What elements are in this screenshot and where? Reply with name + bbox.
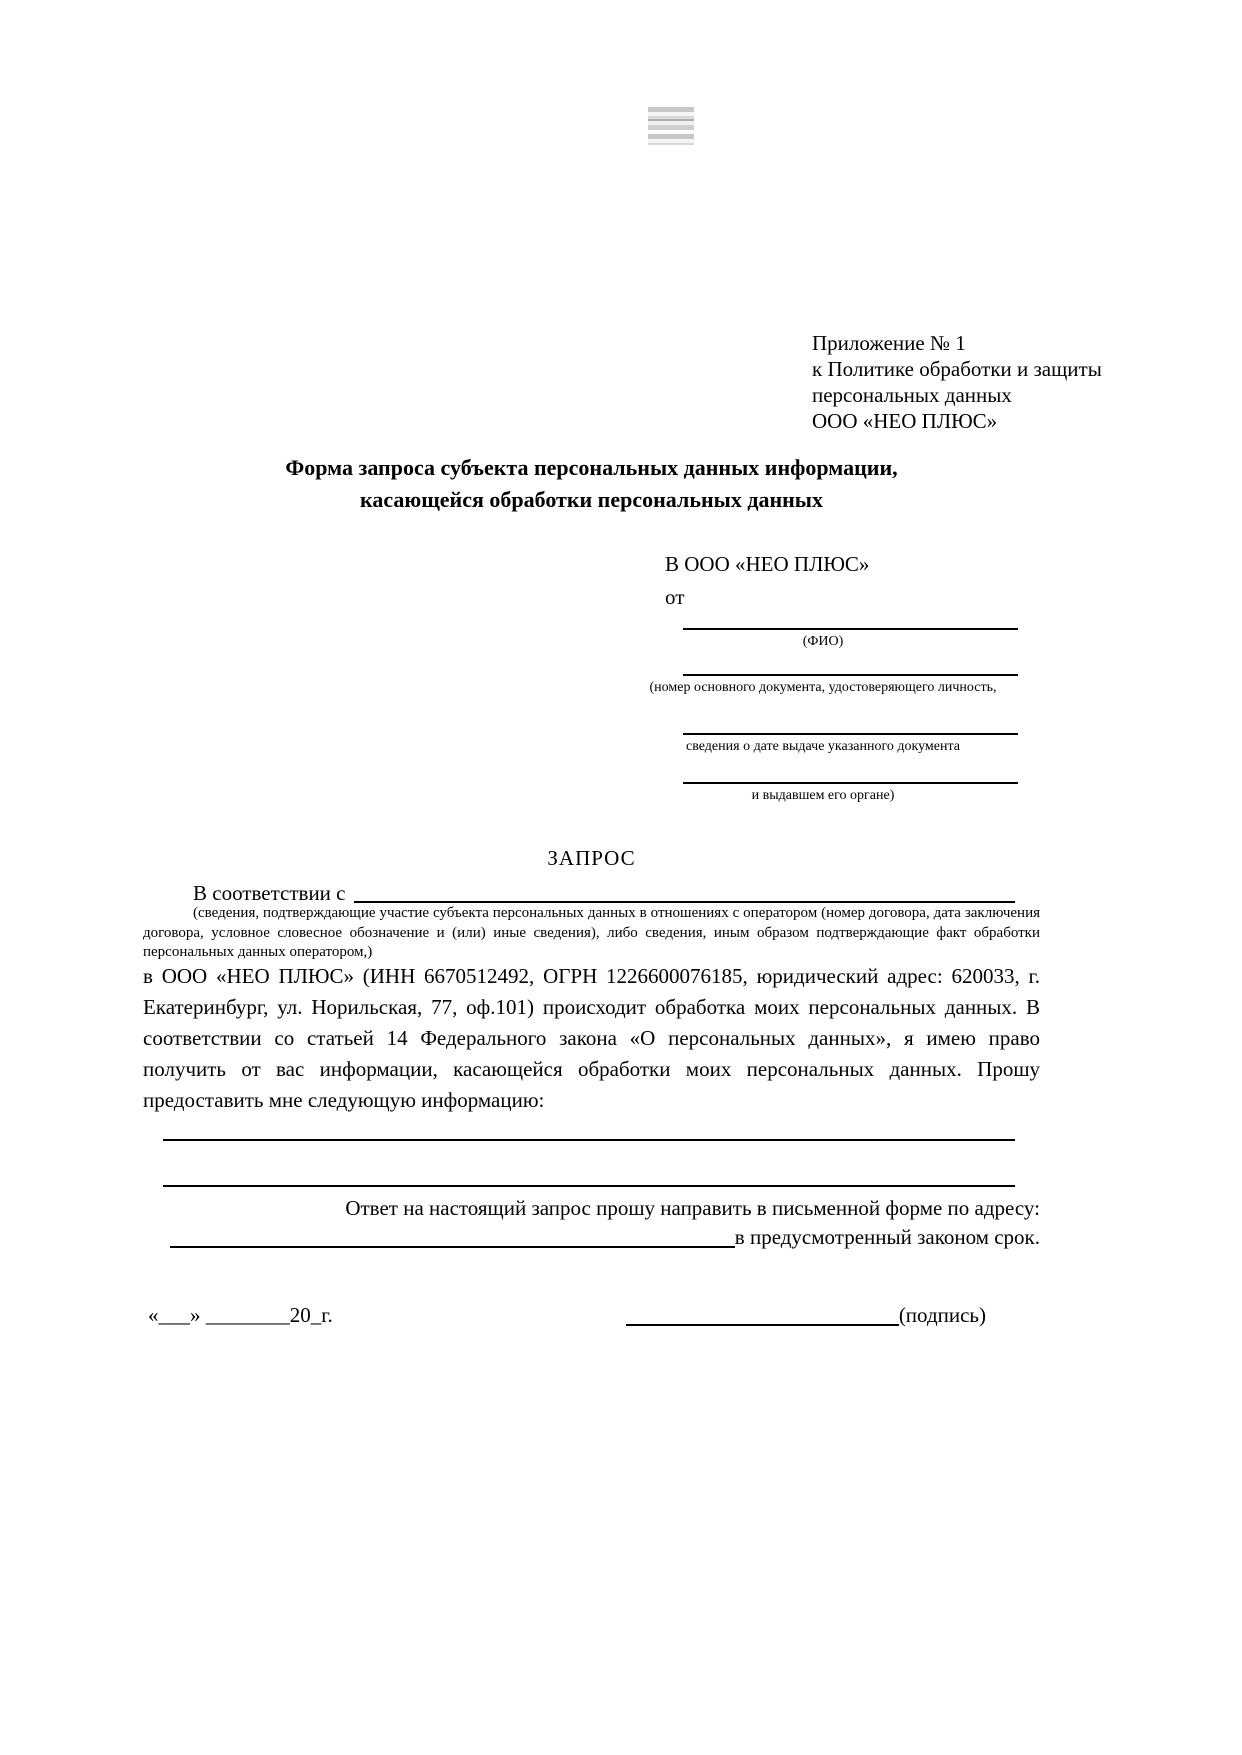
addressee-block bbox=[608, 552, 1020, 814]
logo-image bbox=[648, 107, 694, 145]
issuing-authority-blank-line bbox=[683, 782, 1018, 784]
addressee-from-label: от bbox=[665, 585, 685, 609]
signature-group bbox=[626, 1300, 986, 1330]
accordance-footnote: (сведения, подтверждающие участие субъекта персональных данных в отношениях с оператором (номер договора, дата заключения договора, условное словесное обозначение и (или) иные сведения), либо сведения, иным образом подтверждающие факт обработки персональных данных оператором,) bbox=[143, 905, 1040, 960]
information-blank-line-1 bbox=[163, 1139, 1015, 1141]
document-title bbox=[143, 452, 1040, 516]
request-heading: ЗАПРОС bbox=[547, 846, 636, 870]
addressee-to: В ООО «НЕО ПЛЮС» bbox=[665, 552, 870, 576]
appendix-header-block bbox=[812, 330, 1102, 434]
appendix-header-line: персональных данных bbox=[812, 383, 1012, 407]
request-body-paragraph: в ООО «НЕО ПЛЮС» (ИНН 6670512492, ОГРН 1226600076185, юридический адрес: 620033, г. Екатеринбург, ул. Норильская, 77, оф.101) происходит обработка моих персональных данных. В соответствии со статьей 14 Федерального закона «О персональных данных», я имею право получить от вас информации, касающейся обработки моих персональных данных. Прошу предоставить мне следующую информацию: bbox=[143, 964, 1040, 1112]
reply-address-blank-line bbox=[170, 1246, 735, 1248]
appendix-header-line: к Политике обработки и защиты bbox=[812, 357, 1102, 381]
accordance-label: В соответствии с bbox=[193, 881, 346, 905]
reply-instruction-line: Ответ на настоящий запрос прошу направить в письменной форме по адресу: bbox=[345, 1196, 1040, 1220]
document-title-line-2: касающейся обработки персональных данных bbox=[360, 487, 823, 512]
fio-blank-line bbox=[683, 628, 1018, 630]
document-number-blank-line bbox=[683, 674, 1018, 676]
document-number-caption: (номер основного документа, удостоверяющего личность, bbox=[649, 680, 997, 695]
reply-address-row bbox=[170, 1222, 1040, 1252]
information-blank-line-2 bbox=[163, 1185, 1015, 1187]
fio-caption: (ФИО) bbox=[802, 634, 844, 649]
issue-date-caption: сведения о дате выдаче указанного документа bbox=[686, 739, 960, 754]
reply-deadline-text: в предусмотренный законом срок. bbox=[734, 1225, 1040, 1249]
date-line: «___» ________20_г. bbox=[148, 1303, 333, 1327]
signature-caption: (подпись) bbox=[898, 1303, 986, 1327]
issuing-authority-caption: и выдавшем его органе) bbox=[751, 788, 895, 803]
signature-row bbox=[148, 1300, 986, 1330]
issue-date-blank-line bbox=[683, 733, 1018, 735]
signature-blank-line bbox=[626, 1324, 899, 1326]
accordance-blank-line bbox=[354, 901, 1016, 903]
document-title-line-1: Форма запроса субъекта персональных данных информации, bbox=[285, 455, 898, 480]
appendix-header-line: ООО «НЕО ПЛЮС» bbox=[812, 409, 998, 433]
accordance-line bbox=[143, 879, 1015, 907]
appendix-header-line: Приложение № 1 bbox=[812, 331, 966, 355]
